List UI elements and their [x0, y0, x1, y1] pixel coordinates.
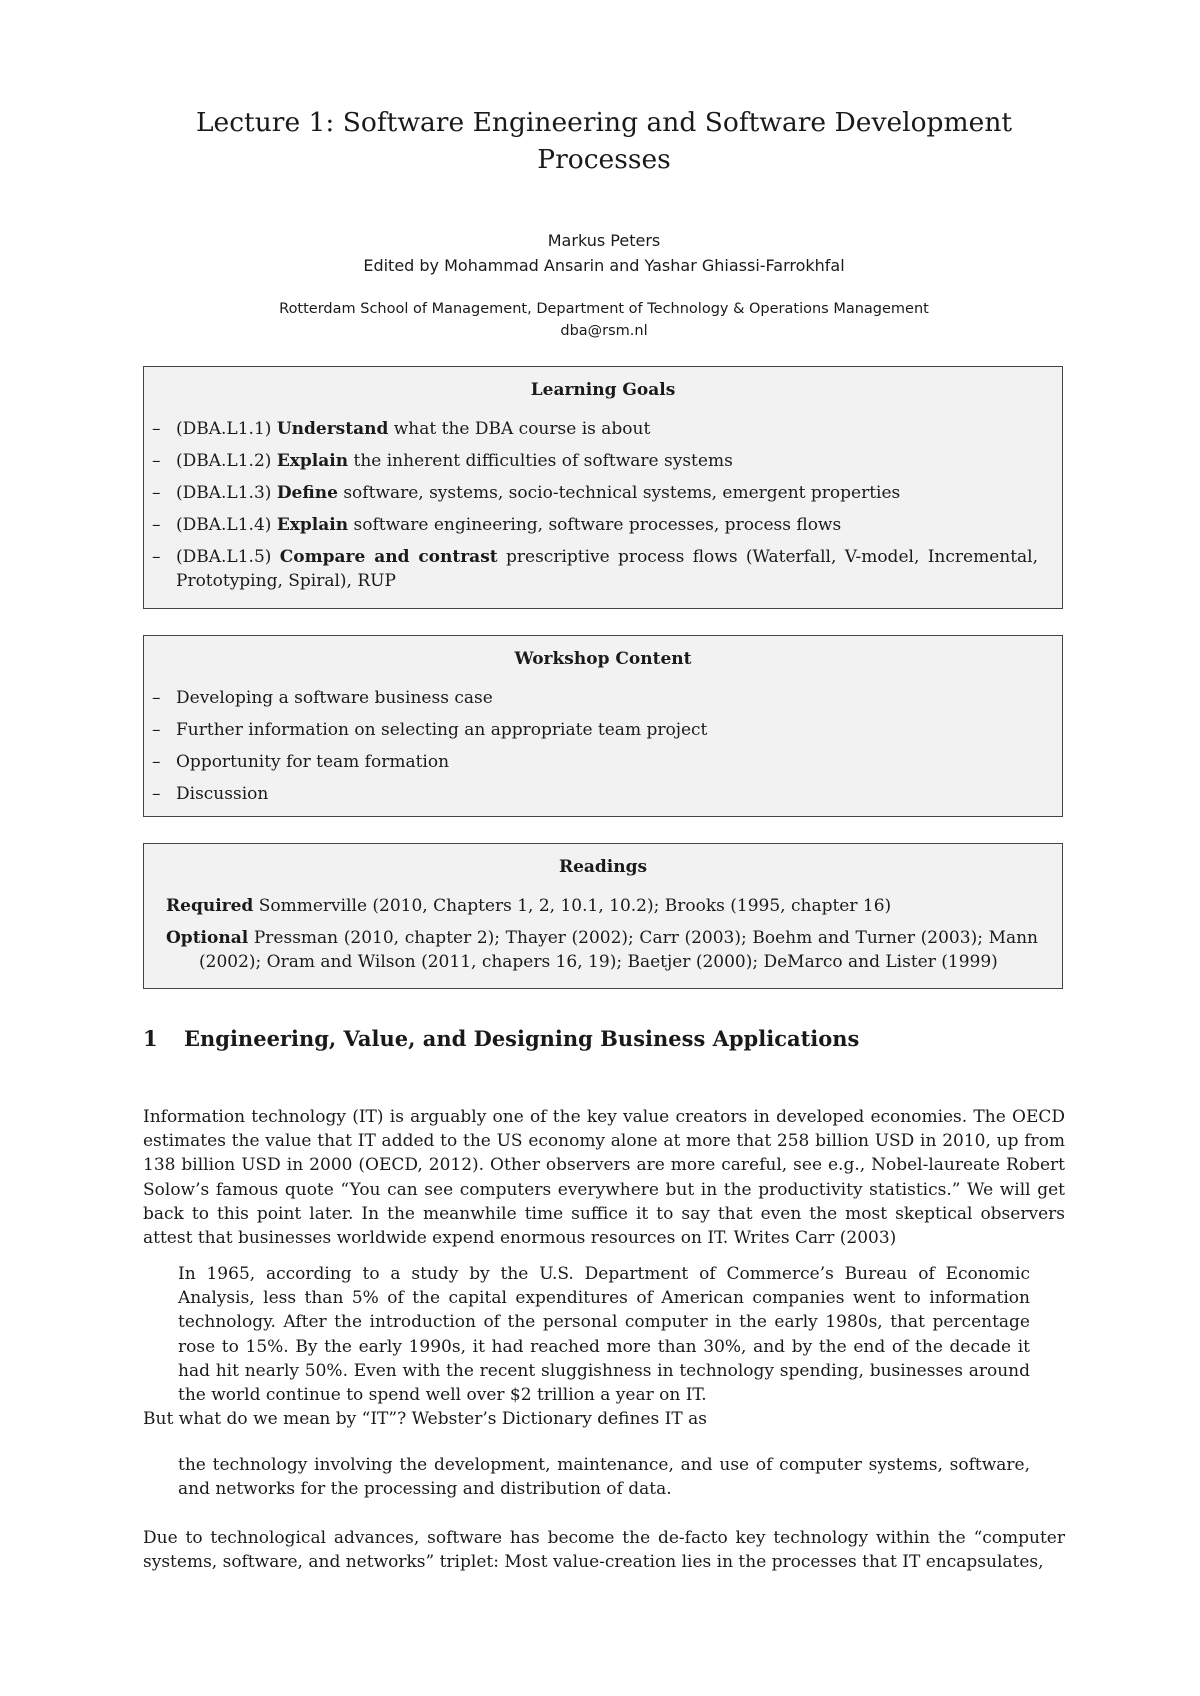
learning-goals-title: Learning Goals — [530, 380, 676, 400]
learning-goal-item: – (DBA.L1.5) Compare and contrast prescriptive process flows (Waterfall, V-model, Incremental, Prototyping, Spiral), RUP — [152, 547, 1039, 591]
author-block — [143, 228, 1065, 278]
body-paragraph-3: Due to technological advances, software has become the de-facto key technology within the “computer systems, software, and networks” triplet: Most value-creation lies in the processes that IT encapsulates, — [143, 1528, 1065, 1573]
section-title: Engineering, Value, and Designing Business Applications — [184, 1026, 860, 1051]
affiliation-block — [143, 298, 1065, 342]
workshop-content-title: Workshop Content — [514, 649, 692, 669]
paper-title — [143, 104, 1065, 178]
body-paragraph-1: Information technology (IT) is arguably one of the key value creators in developed economies. The OECD estimates the value that IT added to the US economy alone at more that 258 billion USD in 2010, up from 138 billion USD in 2000 (OECD, 2012). Other observers are more careful, see e.g., Nobel-laureate Robert Solow’s famous quote “You can see computers everywhere but in the productivity statistics.” We will get back to this point later. In the meanwhile time suffice it to say that even the most skeptical observers attest that businesses worldwide expend enormous resources on IT. Writes Carr (2003) — [143, 1107, 1065, 1249]
paper-page — [143, 0, 1065, 1696]
learning-goals-list — [144, 417, 1062, 593]
body-paragraph-2: But what do we mean by “IT”? Webster’s Dictionary defines IT as — [143, 1409, 707, 1429]
title-line-2: Processes — [537, 144, 671, 175]
author-name: Markus Peters — [547, 231, 661, 250]
learning-goal-item: – (DBA.L1.3) Define software, systems, socio-technical systems, emergent properties — [152, 483, 901, 503]
workshop-item: – Further information on selecting an appropriate team project — [152, 720, 708, 740]
readings-optional: Optional Pressman (2010, chapter 2); Thayer (2002); Carr (2003); Boehm and Turner (2003); Mann (2002); Oram and Wilson (2011, chapers 16, 19); Baetjer (2000); DeMarco and Lister (1999) — [166, 928, 1039, 972]
learning-goal-item: – (DBA.L1.1) Understand what the DBA course is about — [152, 419, 651, 439]
workshop-item: – Opportunity for team formation — [152, 752, 450, 772]
title-line-1: Lecture 1: Software Engineering and Software Development — [195, 107, 1013, 138]
workshop-content-list — [144, 686, 1062, 806]
section-number: 1 — [143, 1026, 158, 1051]
readings-required: Required Sommerville (2010, Chapters 1, 2, 10.1, 10.2); Brooks (1995, chapter 16) — [166, 896, 892, 916]
quotation-1: In 1965, according to a study by the U.S. Department of Commerce’s Bureau of Economic Analysis, less than 5% of the capital expenditures of American companies went to information technology. After the introduction of the personal computer in the early 1980s, that percentage rose to 15%. By the early 1990s, it had reached more than 30%, and by the end of the decade it had hit nearly 50%. Even with the recent sluggishness in technology spending, businesses around the world continue to spend well over $2 trillion a year on IT. — [178, 1264, 1030, 1406]
readings-box — [143, 843, 1063, 989]
workshop-item: – Developing a software business case — [152, 688, 493, 708]
readings-title: Readings — [558, 857, 648, 877]
workshop-content-box — [143, 635, 1063, 817]
contact-email: dba@rsm.nl — [560, 323, 648, 339]
editors-line: Edited by Mohammad Ansarin and Yashar Ghiassi-Farrokhfal — [363, 256, 845, 275]
learning-goal-item: – (DBA.L1.2) Explain the inherent difficulties of software systems — [152, 451, 733, 471]
quotation-2: the technology involving the development, maintenance, and use of computer systems, software, and networks for the processing and distribution of data. — [178, 1455, 1030, 1500]
affiliation: Rotterdam School of Management, Department of Technology & Operations Management — [279, 301, 929, 317]
workshop-item: – Discussion — [152, 784, 269, 804]
section-heading — [143, 1024, 1065, 1054]
learning-goals-box — [143, 366, 1063, 609]
learning-goal-item: – (DBA.L1.4) Explain software engineering, software processes, process flows — [152, 515, 842, 535]
